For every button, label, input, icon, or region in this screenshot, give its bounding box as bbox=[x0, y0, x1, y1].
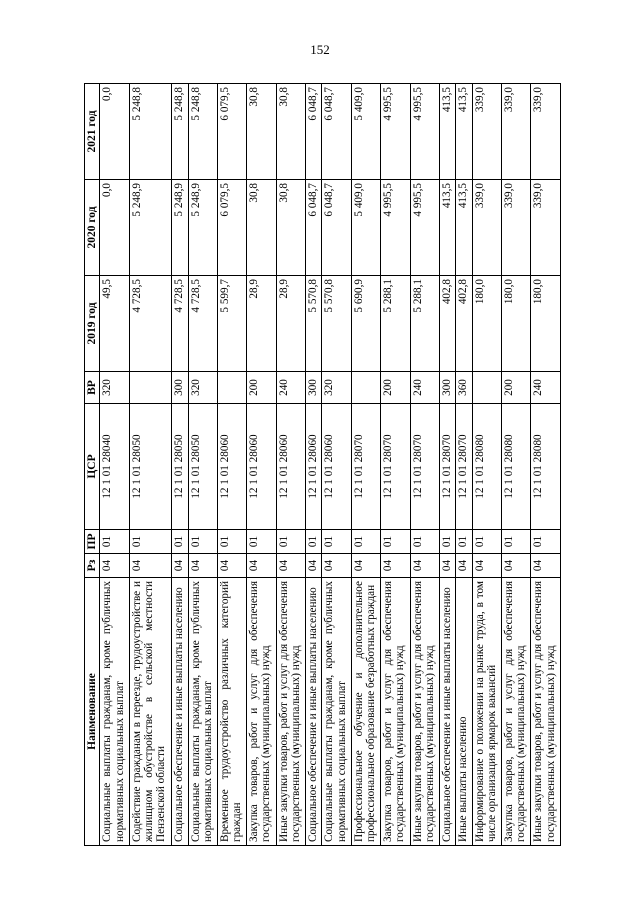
cell-2021: 339,0 bbox=[502, 84, 531, 180]
cell-2020: 5 248,9 bbox=[129, 180, 171, 276]
cell-2021: 6 048,7 bbox=[322, 84, 351, 180]
cell-pr: 01 bbox=[247, 530, 276, 554]
cell-csr: 12 1 01 28060 bbox=[276, 404, 305, 530]
table-row bbox=[129, 84, 171, 846]
cell-rz: 04 bbox=[188, 554, 217, 578]
header-2019: 2019 год bbox=[85, 276, 100, 372]
cell-2020: 339,0 bbox=[472, 180, 501, 276]
cell-2020: 0,0 bbox=[100, 180, 129, 276]
cell-2020: 5 248,9 bbox=[172, 180, 188, 276]
cell-pr: 01 bbox=[381, 530, 410, 554]
cell-2019: 402,8 bbox=[456, 276, 472, 372]
cell-2021: 6 048,7 bbox=[306, 84, 322, 180]
cell-csr: 12 1 01 28070 bbox=[381, 404, 410, 530]
cell-2020: 6 079,5 bbox=[217, 180, 246, 276]
cell-vr bbox=[472, 372, 501, 404]
header-2021: 2021 год bbox=[85, 84, 100, 180]
table-row bbox=[322, 84, 351, 846]
cell-pr: 01 bbox=[306, 530, 322, 554]
cell-2019: 5 570,8 bbox=[322, 276, 351, 372]
cell-2019: 28,9 bbox=[276, 276, 305, 372]
cell-vr: 200 bbox=[381, 372, 410, 404]
cell-2019: 180,0 bbox=[531, 276, 561, 372]
cell-csr: 12 1 01 28050 bbox=[172, 404, 188, 530]
cell-name: Закупка товаров, работ и услуг для обеспечения государственных (муниципальных) нужд bbox=[502, 578, 531, 846]
cell-2020: 4 995,5 bbox=[410, 180, 439, 276]
cell-name: Социальные выплаты гражданам, кроме публичных нормативных социальных выплат bbox=[100, 578, 129, 846]
cell-2021: 4 995,5 bbox=[381, 84, 410, 180]
cell-rz: 04 bbox=[306, 554, 322, 578]
cell-name: Иные закупки товаров, работ и услуг для обеспечения государственных (муниципальных) нужд bbox=[410, 578, 439, 846]
cell-csr: 12 1 01 28080 bbox=[531, 404, 561, 530]
cell-vr: 200 bbox=[247, 372, 276, 404]
cell-csr: 12 1 01 28070 bbox=[456, 404, 472, 530]
cell-csr: 12 1 01 28040 bbox=[100, 404, 129, 530]
cell-csr: 12 1 01 28080 bbox=[472, 404, 501, 530]
cell-2020: 413,5 bbox=[440, 180, 456, 276]
cell-2019: 180,0 bbox=[472, 276, 501, 372]
cell-name: Закупка товаров, работ и услуг для обеспечения государственных (муниципальных) нужд bbox=[381, 578, 410, 846]
cell-2019: 5 690,9 bbox=[351, 276, 380, 372]
cell-2019: 402,8 bbox=[440, 276, 456, 372]
cell-vr: 200 bbox=[502, 372, 531, 404]
rotated-table-area bbox=[84, 84, 561, 846]
cell-pr: 01 bbox=[276, 530, 305, 554]
table-row bbox=[100, 84, 129, 846]
cell-pr: 01 bbox=[410, 530, 439, 554]
table-header-row bbox=[85, 84, 100, 846]
cell-2021: 5 409,0 bbox=[351, 84, 380, 180]
cell-rz: 04 bbox=[172, 554, 188, 578]
table-row bbox=[306, 84, 322, 846]
cell-name: Иные закупки товаров, работ и услуг для обеспечения государственных (муниципальных) нужд bbox=[276, 578, 305, 846]
cell-2019: 180,0 bbox=[502, 276, 531, 372]
header-name: Наименование bbox=[85, 578, 100, 846]
header-rz: Рз bbox=[85, 554, 100, 578]
cell-pr: 01 bbox=[322, 530, 351, 554]
cell-rz: 04 bbox=[502, 554, 531, 578]
cell-vr: 240 bbox=[276, 372, 305, 404]
cell-name: Профессиональное обучение и дополнительное профессиональное образование безработных граждан bbox=[351, 578, 380, 846]
cell-2019: 49,5 bbox=[100, 276, 129, 372]
page-number: 152 bbox=[310, 42, 330, 57]
cell-csr: 12 1 01 28060 bbox=[322, 404, 351, 530]
cell-2021: 413,5 bbox=[456, 84, 472, 180]
cell-2020: 4 995,5 bbox=[381, 180, 410, 276]
cell-vr: 300 bbox=[440, 372, 456, 404]
cell-name: Социальное обеспечение и иные выплаты населению bbox=[306, 578, 322, 846]
cell-vr: 360 bbox=[456, 372, 472, 404]
cell-2021: 339,0 bbox=[472, 84, 501, 180]
cell-pr: 01 bbox=[172, 530, 188, 554]
cell-rz: 04 bbox=[100, 554, 129, 578]
cell-2021: 30,8 bbox=[276, 84, 305, 180]
cell-vr: 240 bbox=[531, 372, 561, 404]
cell-pr: 01 bbox=[217, 530, 246, 554]
cell-rz: 04 bbox=[276, 554, 305, 578]
cell-name: Закупка товаров, работ и услуг для обеспечения государственных (муниципальных) нужд bbox=[247, 578, 276, 846]
cell-csr: 12 1 01 28080 bbox=[502, 404, 531, 530]
cell-pr: 01 bbox=[351, 530, 380, 554]
cell-2020: 5 248,9 bbox=[188, 180, 217, 276]
table-row bbox=[172, 84, 188, 846]
cell-rz: 04 bbox=[129, 554, 171, 578]
cell-name: Социальные выплаты гражданам, кроме публичных нормативных социальных выплат bbox=[188, 578, 217, 846]
cell-2019: 28,9 bbox=[247, 276, 276, 372]
cell-rz: 04 bbox=[217, 554, 246, 578]
cell-rz: 04 bbox=[410, 554, 439, 578]
cell-pr: 01 bbox=[129, 530, 171, 554]
cell-pr: 01 bbox=[440, 530, 456, 554]
cell-csr: 12 1 01 28070 bbox=[351, 404, 380, 530]
cell-csr: 12 1 01 28060 bbox=[217, 404, 246, 530]
cell-name: Социальное обеспечение и иные выплаты населению bbox=[172, 578, 188, 846]
cell-rz: 04 bbox=[322, 554, 351, 578]
table-row bbox=[276, 84, 305, 846]
cell-pr: 01 bbox=[100, 530, 129, 554]
cell-csr: 12 1 01 28050 bbox=[129, 404, 171, 530]
cell-name: Информирование о положении на рынке труда, в том числе организация ярмарок вакансий bbox=[472, 578, 501, 846]
cell-csr: 12 1 01 28050 bbox=[188, 404, 217, 530]
cell-name: Социальное обеспечение и иные выплаты населению bbox=[440, 578, 456, 846]
cell-vr: 320 bbox=[322, 372, 351, 404]
cell-2021: 339,0 bbox=[531, 84, 561, 180]
cell-2021: 413,5 bbox=[440, 84, 456, 180]
cell-rz: 04 bbox=[440, 554, 456, 578]
cell-2020: 339,0 bbox=[502, 180, 531, 276]
budget-table bbox=[84, 83, 561, 846]
cell-name: Иные выплаты населению bbox=[456, 578, 472, 846]
header-2020: 2020 год bbox=[85, 180, 100, 276]
table-row bbox=[440, 84, 456, 846]
cell-2021: 5 248,8 bbox=[129, 84, 171, 180]
cell-name: Иные закупки товаров, работ и услуг для обеспечения государственных (муниципальных) нужд bbox=[531, 578, 561, 846]
table-row bbox=[217, 84, 246, 846]
cell-2020: 30,8 bbox=[276, 180, 305, 276]
cell-2020: 6 048,7 bbox=[322, 180, 351, 276]
cell-2021: 6 079,5 bbox=[217, 84, 246, 180]
cell-rz: 04 bbox=[456, 554, 472, 578]
cell-2020: 5 409,0 bbox=[351, 180, 380, 276]
table-row bbox=[502, 84, 531, 846]
table-body bbox=[100, 84, 561, 846]
cell-csr: 12 1 01 28070 bbox=[440, 404, 456, 530]
cell-name: Временное трудоустройство различных категорий граждан bbox=[217, 578, 246, 846]
rotated-table-container bbox=[84, 84, 561, 846]
table-row bbox=[531, 84, 561, 846]
cell-vr: 320 bbox=[100, 372, 129, 404]
table-row bbox=[410, 84, 439, 846]
cell-2019: 5 599,7 bbox=[217, 276, 246, 372]
cell-vr bbox=[217, 372, 246, 404]
cell-csr: 12 1 01 28070 bbox=[410, 404, 439, 530]
cell-vr: 240 bbox=[410, 372, 439, 404]
table-row bbox=[188, 84, 217, 846]
table-row bbox=[381, 84, 410, 846]
cell-2020: 413,5 bbox=[456, 180, 472, 276]
cell-2020: 339,0 bbox=[531, 180, 561, 276]
cell-vr bbox=[351, 372, 380, 404]
cell-2020: 6 048,7 bbox=[306, 180, 322, 276]
cell-2019: 5 288,1 bbox=[410, 276, 439, 372]
cell-pr: 01 bbox=[531, 530, 561, 554]
cell-pr: 01 bbox=[502, 530, 531, 554]
cell-rz: 04 bbox=[472, 554, 501, 578]
cell-rz: 04 bbox=[247, 554, 276, 578]
cell-2021: 4 995,5 bbox=[410, 84, 439, 180]
cell-vr: 320 bbox=[188, 372, 217, 404]
cell-2021: 30,8 bbox=[247, 84, 276, 180]
cell-name: Содействие гражданам в переезде, трудоустройстве и жилищном обустройстве в сельской местности Пензенской области bbox=[129, 578, 171, 846]
cell-pr: 01 bbox=[188, 530, 217, 554]
cell-rz: 04 bbox=[531, 554, 561, 578]
cell-csr: 12 1 01 28060 bbox=[306, 404, 322, 530]
header-pr: ПР bbox=[85, 530, 100, 554]
cell-2019: 4 728,5 bbox=[188, 276, 217, 372]
cell-vr: 300 bbox=[172, 372, 188, 404]
cell-rz: 04 bbox=[381, 554, 410, 578]
cell-2021: 5 248,8 bbox=[188, 84, 217, 180]
cell-csr: 12 1 01 28060 bbox=[247, 404, 276, 530]
cell-2021: 0,0 bbox=[100, 84, 129, 180]
table-row bbox=[456, 84, 472, 846]
cell-pr: 01 bbox=[456, 530, 472, 554]
cell-2019: 5 570,8 bbox=[306, 276, 322, 372]
cell-vr bbox=[129, 372, 171, 404]
cell-rz: 04 bbox=[351, 554, 380, 578]
cell-2019: 5 288,1 bbox=[381, 276, 410, 372]
cell-2021: 5 248,8 bbox=[172, 84, 188, 180]
cell-name: Социальные выплаты гражданам, кроме публичных нормативных социальных выплат bbox=[322, 578, 351, 846]
cell-vr: 300 bbox=[306, 372, 322, 404]
cell-2019: 4 728,5 bbox=[129, 276, 171, 372]
cell-2020: 30,8 bbox=[247, 180, 276, 276]
table-row bbox=[472, 84, 501, 846]
cell-pr: 01 bbox=[472, 530, 501, 554]
header-csr: ЦСР bbox=[85, 404, 100, 530]
table-row bbox=[351, 84, 380, 846]
cell-2019: 4 728,5 bbox=[172, 276, 188, 372]
header-vr: ВР bbox=[85, 372, 100, 404]
table-row bbox=[247, 84, 276, 846]
